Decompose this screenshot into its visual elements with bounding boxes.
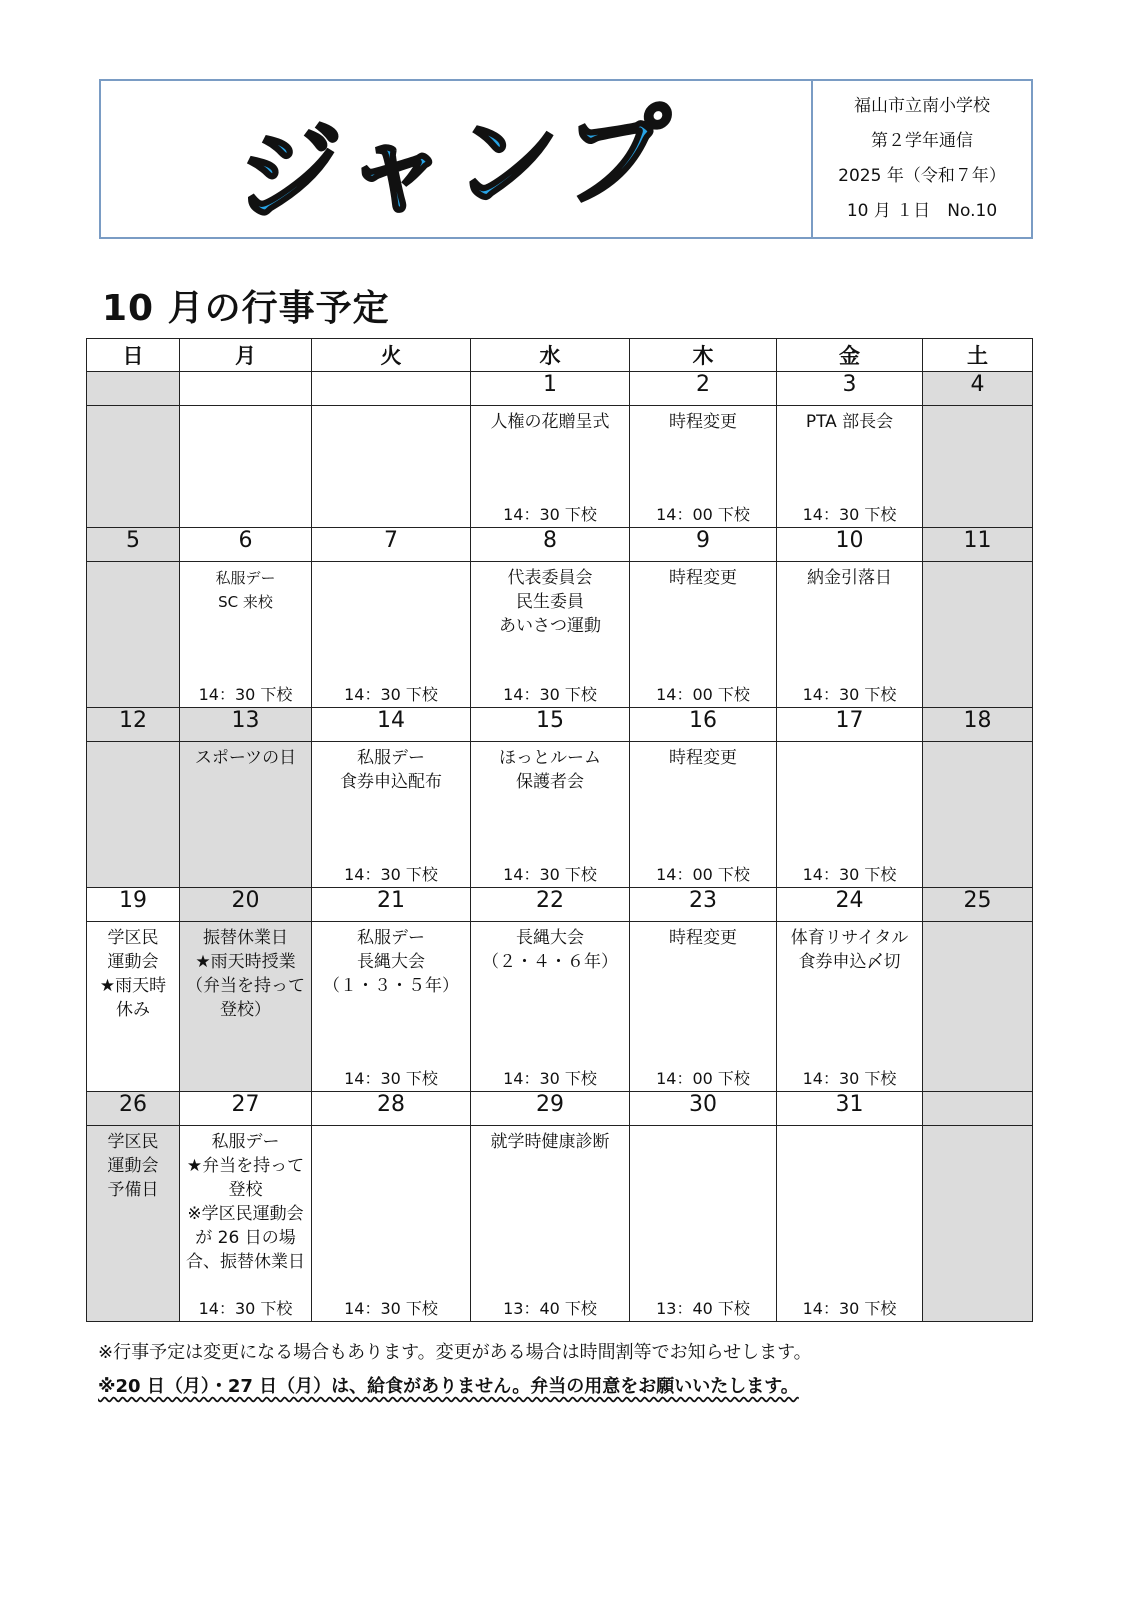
day-cell [180, 406, 312, 528]
day-number: 12 [87, 708, 180, 742]
day-cell [471, 1126, 630, 1322]
day-events [312, 406, 470, 410]
day-events [630, 1126, 776, 1130]
day-events: 学区民 運動会 ★雨天時 休み [99, 928, 167, 1020]
day-cell [630, 406, 777, 528]
day-cell [777, 406, 923, 528]
day-number: 30 [630, 1092, 777, 1126]
day-cell [180, 1126, 312, 1322]
day-cell [777, 922, 923, 1092]
day-number: 11 [923, 528, 1033, 562]
day-cell [180, 922, 312, 1092]
day-cell [630, 1126, 777, 1322]
day-cell [87, 742, 180, 888]
day-number: 5 [87, 528, 180, 562]
day-number: 31 [777, 1092, 923, 1126]
day-number: 28 [312, 1092, 471, 1126]
day-number: 8 [471, 528, 630, 562]
week-date-row [87, 888, 1033, 922]
day-number: 4 [923, 372, 1033, 406]
day-cell [312, 562, 471, 708]
day-events: 時程変更 [669, 928, 737, 948]
day-cell [180, 742, 312, 888]
day-cell [87, 562, 180, 708]
day-cell [777, 562, 923, 708]
day-cell [471, 922, 630, 1092]
dismissal-time: 14：30 下校 [344, 1299, 438, 1318]
day-events: 長縄大会 （２・４・６年） [482, 928, 618, 972]
dismissal-time: 14：00 下校 [656, 1069, 750, 1088]
day-cell [312, 406, 471, 528]
day-number: 24 [777, 888, 923, 922]
day-number: 2 [630, 372, 777, 406]
day-cell [87, 1126, 180, 1322]
day-number: 1 [471, 372, 630, 406]
day-number: 18 [923, 708, 1033, 742]
day-cell [471, 742, 630, 888]
day-number: 21 [312, 888, 471, 922]
dismissal-time: 14：30 下校 [344, 685, 438, 704]
day-cell [923, 562, 1033, 708]
event-calendar [86, 338, 1033, 1322]
day-cell [777, 742, 923, 888]
day-cell [923, 1126, 1033, 1322]
dismissal-time: 14：30 下校 [503, 1069, 597, 1088]
day-number: 13 [180, 708, 312, 742]
day-cell [923, 406, 1033, 528]
day-number [923, 1092, 1033, 1126]
day-events: 私服デー SC 来校 [215, 569, 276, 611]
day-events [87, 406, 179, 410]
dismissal-time: 13：40 下校 [503, 1299, 597, 1318]
week-date-row [87, 708, 1033, 742]
day-cell [923, 742, 1033, 888]
day-events: 代表委員会 民生委員 あいさつ運動 [499, 568, 601, 636]
day-cell [87, 922, 180, 1092]
day-events: 私服デー ★弁当を持って登校 ※学区民運動会が 26 日の場合、振替休業日 [186, 1132, 305, 1272]
week-date-row [87, 1092, 1033, 1126]
day-events: 就学時健康診断 [490, 1132, 610, 1152]
dismissal-time: 14：30 下校 [344, 1069, 438, 1088]
day-events: 振替休業日 ★雨天時授業 （弁当を持って登校） [186, 928, 305, 1020]
day-events: 時程変更 [669, 412, 737, 432]
day-events [923, 562, 1032, 566]
school-name: 福山市立南小学校 [854, 96, 990, 116]
dismissal-time: 14：30 下校 [198, 1299, 293, 1318]
day-number: 16 [630, 708, 777, 742]
dismissal-time: 14：30 下校 [503, 865, 597, 884]
info-box [813, 81, 1031, 237]
week-date-row [87, 372, 1033, 406]
day-cell [312, 1126, 471, 1322]
weekday-header: 火 [312, 339, 471, 372]
day-number: 23 [630, 888, 777, 922]
day-cell [312, 742, 471, 888]
day-events: スポーツの日 [194, 748, 297, 768]
note-schedule-change: ※行事予定は変更になる場合もあります。変更がある場合は時間割等でお知らせします。 [98, 1342, 812, 1363]
day-events: 時程変更 [669, 568, 737, 588]
day-number: 3 [777, 372, 923, 406]
day-number [87, 372, 180, 406]
newsletter-name: 第２学年通信 [871, 131, 973, 151]
day-events: 私服デー 長縄大会 （１・３・５年） [323, 928, 459, 996]
day-events: 時程変更 [669, 748, 737, 768]
day-events: 私服デー 食券申込配布 [340, 748, 442, 792]
day-events [312, 1126, 470, 1130]
day-events [923, 922, 1032, 926]
day-events: 人権の花贈呈式 [490, 412, 610, 432]
day-events [777, 742, 922, 746]
day-events [777, 1126, 922, 1130]
day-number: 6 [180, 528, 312, 562]
week-date-row [87, 528, 1033, 562]
day-cell [471, 406, 630, 528]
week-event-row [87, 406, 1033, 528]
dismissal-time: 14：00 下校 [656, 865, 750, 884]
dismissal-time: 13：40 下校 [656, 1299, 750, 1318]
day-number [312, 372, 471, 406]
week-event-row [87, 1126, 1033, 1322]
day-cell [923, 922, 1033, 1092]
day-events: 体育リサイタル 食券申込〆切 [790, 928, 909, 972]
day-cell [630, 922, 777, 1092]
day-events: ほっとルーム 保護者会 [499, 748, 601, 792]
day-events [87, 742, 179, 746]
week-event-row [87, 922, 1033, 1092]
dismissal-time: 14：30 下校 [503, 685, 597, 704]
day-cell [630, 562, 777, 708]
day-events: 納金引落日 [807, 568, 892, 588]
dismissal-time: 14：30 下校 [802, 685, 897, 704]
weekday-header: 日 [87, 339, 180, 372]
weekday-header: 木 [630, 339, 777, 372]
day-events [180, 406, 311, 410]
day-number: 29 [471, 1092, 630, 1126]
weekday-header: 月 [180, 339, 312, 372]
notes [98, 1336, 812, 1404]
day-number: 10 [777, 528, 923, 562]
day-number: 19 [87, 888, 180, 922]
day-events [87, 562, 179, 566]
day-number: 9 [630, 528, 777, 562]
calendar-body [87, 372, 1033, 1322]
dismissal-time: 14：30 下校 [802, 505, 897, 524]
day-number: 26 [87, 1092, 180, 1126]
day-number: 17 [777, 708, 923, 742]
day-events: PTA 部長会 [805, 412, 894, 432]
dismissal-time: 14：30 下校 [802, 1069, 897, 1088]
day-cell [312, 922, 471, 1092]
weekday-header: 土 [923, 339, 1033, 372]
day-cell [180, 562, 312, 708]
weekday-header: 水 [471, 339, 630, 372]
day-number: 7 [312, 528, 471, 562]
dismissal-time: 14：30 下校 [344, 865, 438, 884]
dismissal-time: 14：30 下校 [802, 1299, 897, 1318]
dismissal-time: 14：30 下校 [198, 685, 293, 704]
day-number: 25 [923, 888, 1033, 922]
day-events [923, 742, 1032, 746]
day-cell [471, 562, 630, 708]
note-no-lunch: ※20 日（月）・27 日（月）は、給食がありません。弁当の用意をお願いいたします。 [98, 1376, 799, 1397]
week-event-row [87, 742, 1033, 888]
dismissal-time: 14：30 下校 [802, 865, 897, 884]
title-box [101, 81, 813, 237]
week-event-row [87, 562, 1033, 708]
weekday-header-row [87, 339, 1033, 372]
day-number: 20 [180, 888, 312, 922]
weekday-header: 金 [777, 339, 923, 372]
day-events [312, 562, 470, 566]
day-cell [87, 406, 180, 528]
day-events [923, 406, 1032, 410]
day-number: 14 [312, 708, 471, 742]
issue-year: 2025 年（令和７年） [838, 166, 1006, 186]
day-cell [630, 742, 777, 888]
day-events [923, 1126, 1032, 1130]
day-number: 15 [471, 708, 630, 742]
day-cell [777, 1126, 923, 1322]
dismissal-time: 14：00 下校 [656, 505, 750, 524]
day-events: 学区民 運動会 予備日 [107, 1132, 159, 1200]
newsletter-header [99, 79, 1033, 239]
day-number [180, 372, 312, 406]
newsletter-title: ジャンプ [233, 92, 678, 238]
issue-number: 10 月 １日 No.10 [846, 201, 998, 221]
day-number: 22 [471, 888, 630, 922]
section-title: 10 月の行事予定 [102, 288, 390, 329]
day-number: 27 [180, 1092, 312, 1126]
dismissal-time: 14：30 下校 [503, 505, 597, 524]
dismissal-time: 14：00 下校 [656, 685, 750, 704]
